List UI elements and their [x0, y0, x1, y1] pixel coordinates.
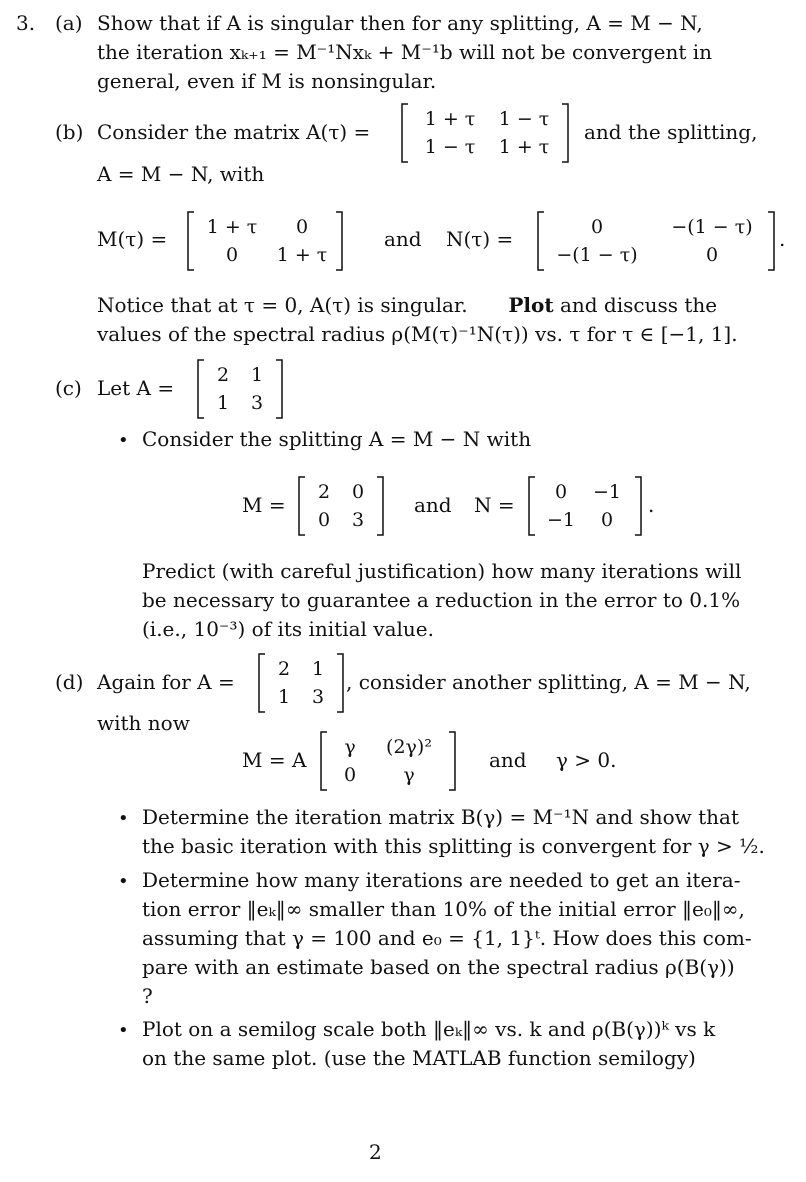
M-c-label: M =	[242, 493, 286, 517]
and-word: and	[384, 227, 422, 251]
and-word: and	[414, 493, 452, 517]
matrix-cell: 2	[317, 481, 331, 503]
part-d-label: (d)	[55, 670, 84, 694]
matrix-cell: 1 − τ	[424, 136, 476, 158]
matrix-cell: 0	[343, 764, 357, 786]
matrix-cell: 0	[317, 509, 331, 531]
part-a-line2: the iteration xₖ₊₁ = M⁻¹Nxₖ + M⁻¹b will not be convergent in	[97, 40, 712, 64]
bullet2-line4: pare with an estimate based on the spectral radius ρ(B(γ))	[142, 955, 735, 979]
gamma-condition: γ > 0.	[556, 748, 617, 772]
matrix-cell: γ	[403, 764, 415, 786]
matrix-cell: 1	[311, 658, 325, 680]
matrix-A-c	[195, 358, 285, 420]
matrix-cell: 0	[705, 244, 719, 266]
matrix-cell: 1 + τ	[206, 216, 258, 238]
notice-end: and discuss the	[559, 293, 718, 317]
matrix-cell: 1 − τ	[498, 108, 550, 130]
N-tau-label: N(τ) =	[446, 227, 514, 251]
part-c-label: (c)	[55, 376, 82, 400]
M-tau-label: M(τ) =	[97, 227, 168, 251]
matrix-N-c	[526, 475, 644, 537]
predict-line3: (i.e., 10⁻³) of its initial value.	[142, 617, 434, 641]
matrix-N-tau	[535, 210, 777, 272]
bullet-icon: •	[118, 871, 129, 892]
and-word: and	[489, 748, 527, 772]
part-d-again: Again for A =	[97, 670, 235, 694]
matrix-cell: 2	[277, 658, 291, 680]
plot-word: Plot	[508, 293, 554, 317]
part-c-bullet: Consider the splitting A = M − N with	[142, 427, 532, 451]
period: .	[648, 493, 655, 517]
N-c-label: N =	[474, 493, 515, 517]
bullet-icon: •	[118, 1020, 129, 1041]
bullet3-line2: on the same plot. (use the MATLAB function semilogy)	[142, 1046, 696, 1070]
notice-line1	[97, 294, 717, 317]
problem-number: 3.	[16, 11, 36, 35]
matrix-M-d	[318, 730, 458, 792]
bullet2-line1: Determine how many iterations are needed to get an itera-	[142, 868, 741, 892]
matrix-cell: 0	[554, 481, 568, 503]
part-b-intro: Consider the matrix A(τ) =	[97, 120, 371, 144]
matrix-A-d	[256, 652, 346, 714]
matrix-cell: 3	[311, 686, 325, 708]
part-c-let: Let A =	[97, 376, 175, 400]
matrix-M-tau	[185, 210, 345, 272]
part-a-line3: general, even if M is nonsingular.	[97, 69, 437, 93]
bullet-icon: •	[118, 430, 129, 451]
period: .	[779, 227, 786, 251]
part-d-with-now: with now	[97, 711, 190, 735]
matrix-cell: 1 + τ	[276, 244, 328, 266]
matrix-cell: −1	[546, 509, 575, 531]
page-number: 2	[369, 1140, 382, 1164]
bullet-icon: •	[118, 808, 129, 829]
matrix-cell: 0	[590, 216, 604, 238]
matrix-cell: 1 + τ	[498, 136, 550, 158]
part-d-after: , consider another splitting, A = M − N,	[346, 670, 751, 694]
matrix-A-tau	[399, 102, 571, 164]
matrix-cell: 0	[295, 216, 309, 238]
matrix-cell: 1	[250, 364, 264, 386]
matrix-cell: (2γ)²	[386, 736, 432, 758]
bullet2-line3: assuming that γ = 100 and e₀ = {1, 1}ᵗ. How does this com-	[142, 926, 752, 950]
bullet2-line2: tion error ‖eₖ‖∞ smaller than 10% of the initial error ‖e₀‖∞,	[142, 897, 745, 921]
part-b-with: A = M − N, with	[97, 162, 265, 186]
matrix-cell: 1	[277, 686, 291, 708]
matrix-cell: 0	[600, 509, 614, 531]
matrix-cell: 0	[225, 244, 239, 266]
predict-line1: Predict (with careful justification) how many iterations will	[142, 559, 742, 583]
matrix-M-c	[296, 475, 386, 537]
matrix-cell: 1 + τ	[424, 108, 476, 130]
bullet2-line5: ?	[142, 984, 153, 1008]
matrix-cell: −(1 − τ)	[556, 244, 638, 266]
matrix-cell: 3	[351, 509, 365, 531]
M-d-label: M = A	[242, 748, 307, 772]
matrix-cell: 0	[351, 481, 365, 503]
bullet3-line1: Plot on a semilog scale both ‖eₖ‖∞ vs. k and ρ(B(γ))ᵏ vs k	[142, 1017, 716, 1041]
matrix-cell: γ	[344, 736, 356, 758]
matrix-cell: 1	[216, 392, 230, 414]
predict-line2: be necessary to guarantee a reduction in the error to 0.1%	[142, 588, 741, 612]
notice-text: Notice that at τ = 0, A(τ) is singular.	[97, 293, 468, 317]
part-b-label: (b)	[55, 120, 84, 144]
notice-line2: values of the spectral radius ρ(M(τ)⁻¹N(τ)) vs. τ for τ ∈ [−1, 1].	[97, 322, 738, 346]
matrix-cell: 2	[216, 364, 230, 386]
matrix-cell: −(1 − τ)	[671, 216, 753, 238]
part-a-line1: Show that if A is singular then for any splitting, A = M − N,	[97, 11, 703, 35]
part-a-label: (a)	[55, 11, 83, 35]
matrix-cell: −1	[592, 481, 621, 503]
matrix-cell: 3	[250, 392, 264, 414]
bullet1-line2: the basic iteration with this splitting is convergent for γ > ½.	[142, 834, 765, 858]
bullet1-line1: Determine the iteration matrix B(γ) = M⁻¹N and show that	[142, 805, 739, 829]
part-b-after: and the splitting,	[584, 120, 758, 144]
